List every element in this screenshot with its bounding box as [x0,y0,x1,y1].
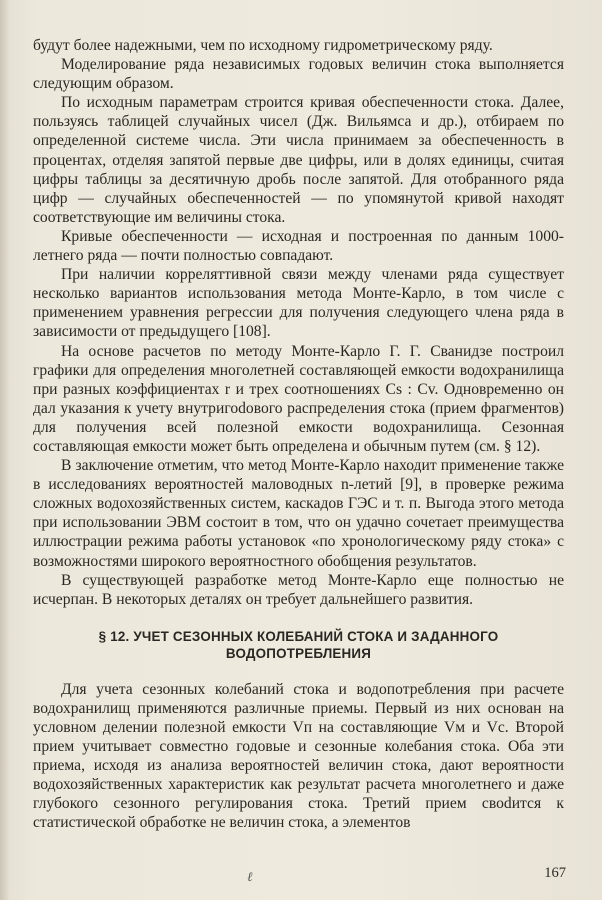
paragraph-further-development: В существующей разработке метод Монте-Карло еще полностью не исчерпан. В некоторых деталях он требует дальнейшего развития. [33,571,564,608]
paragraph-conclusion: В заключение отметим, что метод Монте-Карло находит применение также в исследованиях вероятностей маловодных n-летий [9], в проверке режима сложных водохозяйственных систем, каскадов ГЭС и т. п. Выгода этого метода при использовании ЭВМ состоит в том, что он удачно сочетает преимущества иллюстрации режима работы установок «по хронологическому ряду стока» с возможностями широкого вероятностного обобщения результатов. [33,457,564,570]
paragraph-correlation: При наличии корреляттивной связи между членами ряда существует несколько вариантов использования метода Монте-Карло, в том числе с применением уравнения регрессии для получения следующего члена ряда в зависимости от предыдущего [108]. [33,266,564,341]
paragraph-procedure: По исходным параметрам строится кривая обеспеченности стока. Далее, пользуясь таблицей случайных чисел (Дж. Вильямса и др.), отбираем по определенной системе числа. Эти числа принимаем за обеспеченность в процентах, отделяя запятой первые две цифры, или в долях единицы, считая цифры таблицы за десятичную дробь после запятой. Для отобранного ряда цифр — случайных обеспеченностей — по упомянутой кривой находят соответствующие им величины стока. [33,94,564,226]
paragraph-continuation: будут более надежными, чем по исходному гидрометрическому ряду. [33,37,493,54]
paragraph-modeling: Моделирование ряда независимых годовых величин стока выполняется следующим образом. [33,56,564,93]
paragraph-section-intro: Для учета сезонных колебаний стока и водопотребления при расчете водохранилищ применяются различные приемы. Первый из них основан на условном делении полезной емкости Vп на составляющие Vм и Vс. Второй прием учитывает совместно годовые и сезонные колебания стока. Оба эти приема, исходя из анализа вероятностей величин стока, дают вероятности водохозяйственных характеристик как результат расчета многолетнего и даже глубокого сезонного регулирования стока. Третий прием своdится к статистической обработке не величин стока, а элементов [33,680,564,832]
paragraph-curves: Кривые обеспеченности — исходная и построенная по данным 1000-летнего ряда — почти полностью совпадают. [33,227,564,265]
paragraph-svanidze: На основе расчетов по методу Монте-Карло Г. Г. Сванидзе построил графики для определения многолетней составляющей емкости водохранилища при разных коэффициентах r и трех соотношениях Cs : Cv. Одновременно он дал указания к учету внутригоdового распределения стока (прием фрагментов) для получения всей полезной емкости водохранилища. Сезонная составляющая емкости может быть определена и обычным путем (см. § 12). [33,342,564,455]
page-number: 167 [544,865,566,881]
section-heading-line2: ВОДОПОТРЕБЛЕНИЯ [225,645,372,661]
page-fold-shadow [0,0,10,900]
section-heading-line1: § 12. УЧЕТ СЕЗОННЫХ КОЛЕБАНИЙ СТОКА И ЗАДАННОГО [98,628,499,644]
stray-ink-mark: ℓ [247,869,253,884]
section-heading [33,628,564,662]
